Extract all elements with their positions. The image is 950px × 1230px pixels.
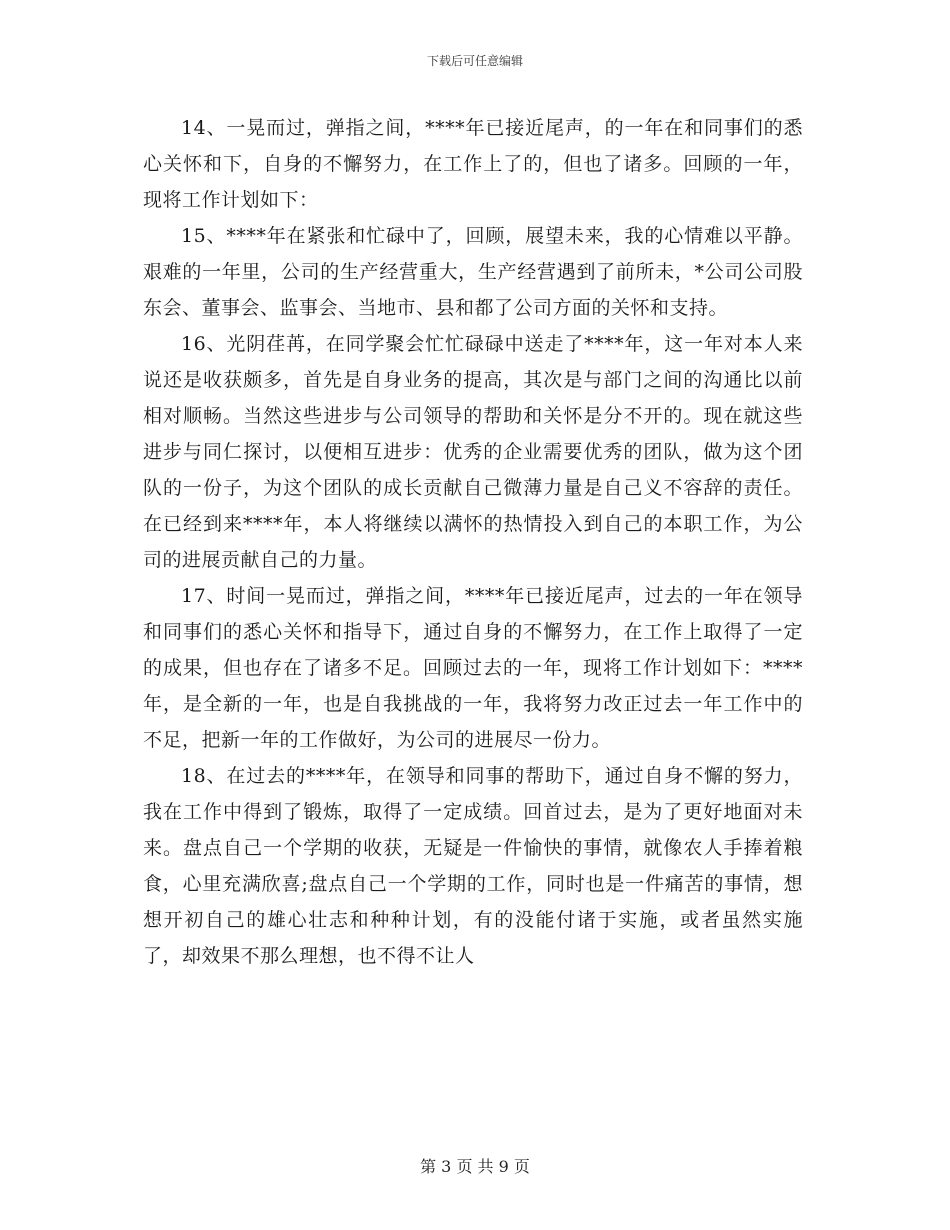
paragraph-14: 14、一晃而过，弹指之间，****年已接近尾声，的一年在和同事们的悉心关怀和下，自身的不懈努力，在工作上了的，但也了诸多。回顾的一年，现将工作计划如下： — [143, 117, 803, 211]
document-body — [143, 110, 803, 974]
page-header: 下载后可任意编辑 — [426, 54, 523, 68]
paragraph-16: 16、光阴荏苒，在同学聚会忙忙碌碌中送走了****年，这一年对本人来说还是收获颇多，首先是自身业务的提高，其次是与部门之间的沟通比以前相对顺畅。当然这些进步与公司领导的帮助和关怀是分不开的。现在就这些进步与同仁探讨，以便相互进步：优秀的企业需要优秀的团队，做为这个团队的一份子，为这个团队的成长贡献自己微薄力量是自己义不容辞的责任。在已经到来****年，本人将继续以满怀的热情投入到自己的本职工作，为公司的进展贡献自己的力量。 — [143, 333, 803, 571]
page-footer: 第 3 页 共 9 页 — [420, 1157, 530, 1176]
paragraph-15: 15、****年在紧张和忙碌中了，回顾，展望未来，我的心情难以平静。艰难的一年里，公司的生产经营重大，生产经营遇到了前所未，*公司公司股东会、董事会、监事会、当地市、县和都了公司方面的关怀和支持。 — [143, 225, 803, 319]
paragraph-17: 17、时间一晃而过，弹指之间，****年已接近尾声，过去的一年在领导和同事们的悉心关怀和指导下，通过自身的不懈努力，在工作上取得了一定的成果，但也存在了诸多不足。回顾过去的一年，现将工作计划如下：****年，是全新的一年，也是自我挑战的一年，我将努力改正过去一年工作中的不足，把新一年的工作做好，为公司的进展尽一份力。 — [143, 585, 803, 751]
paragraph-18: 18、在过去的****年，在领导和同事的帮助下，通过自身不懈的努力，我在工作中得到了锻炼，取得了一定成绩。回首过去，是为了更好地面对未来。盘点自己一个学期的收获，无疑是一件愉快的事情，就像农人手捧着粮食，心里充满欣喜;盘点自己一个学期的工作，同时也是一件痛苦的事情，想想开初自己的雄心壮志和种种计划，有的没能付诸于实施，或者虽然实施了，却效果不那么理想，也不得不让人 — [143, 765, 803, 967]
